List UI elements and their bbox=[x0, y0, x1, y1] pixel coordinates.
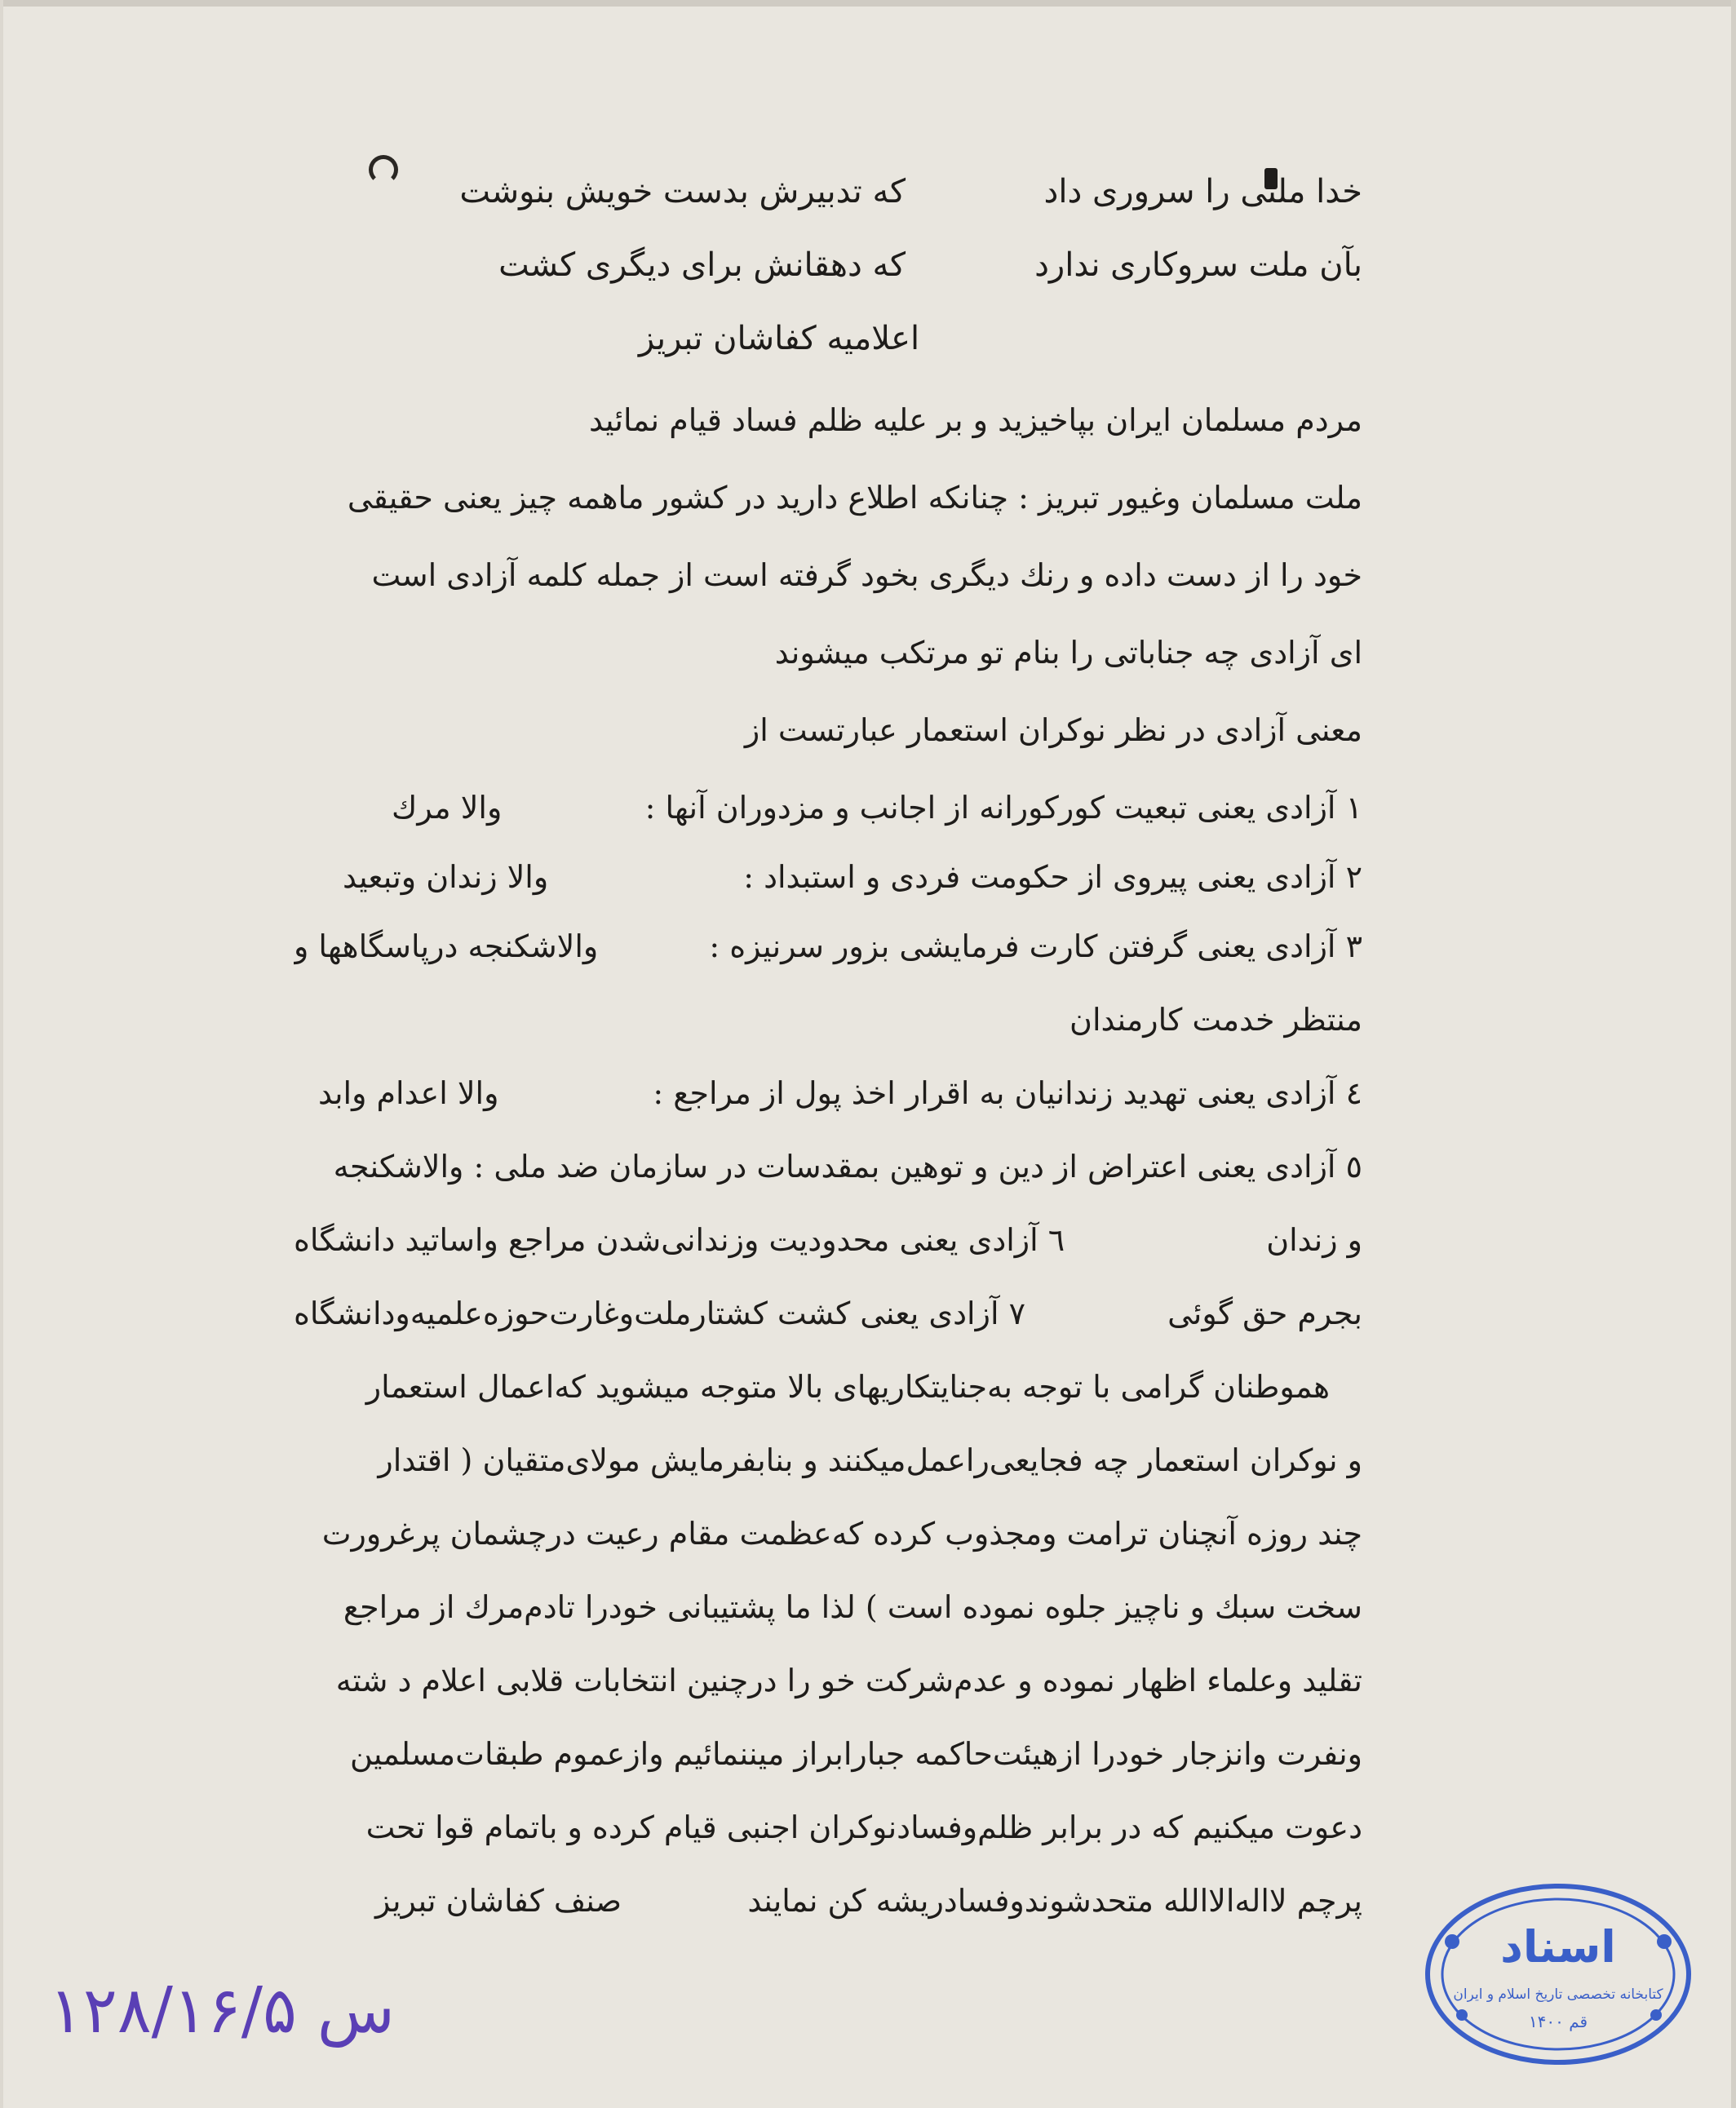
page-right-edge bbox=[1731, 0, 1736, 2108]
list-item-text: ۱ آزادی یعنی تبعیت کورکورانه از اجانب و مزدوران آنها : bbox=[644, 790, 1362, 826]
list-item bbox=[294, 1285, 1362, 1342]
list-item: ٥ آزادی یعنی اعتراض از دین و توهین بمقدسات در سازمان ضد ملی : والاشکنجه bbox=[333, 1149, 1362, 1185]
page-left-edge bbox=[0, 0, 3, 2108]
list-item-consequence: والا زندان وتبعید bbox=[343, 859, 549, 895]
body-line: ونفرت وانزجار خودرا ازهیئت‌حاکمه جبارابراز میننمائیم وازعموم طبقات‌مسلمین bbox=[349, 1736, 1362, 1772]
body-line: چند روزه آنچنان ترامت ومجذوب کرده که‌عظمت مقام رعیت درچشمان پرغرورت bbox=[321, 1516, 1362, 1552]
body-line bbox=[294, 1872, 1362, 1929]
list-item-text: ٦ آزادی یعنی محدودیت وزندانی‌شدن مراجع واساتید دانشگاه bbox=[294, 1222, 1065, 1258]
list-item-text: بجرم حق گوئی bbox=[1167, 1295, 1362, 1331]
body-line: سخت سبك و ناچیز جلوه نموده است ) لذا ما پشتیبانی خودرا تادم‌مرك از مراجع bbox=[343, 1589, 1362, 1625]
list-item bbox=[294, 779, 1362, 836]
poem-hemistich: خدا ملتی را سروری داد bbox=[1043, 173, 1362, 210]
body-line: ملت مسلمان وغیور تبریز : چنانکه اطلاع دارید در کشور ماهمه چیز یعنی حقیقی bbox=[347, 480, 1362, 516]
signature-guild: صنف کفاشان تبریز bbox=[375, 1883, 622, 1919]
body-line: و نوکران استعمار چه فجایعی‌راعمل‌میکنند و بنابفرمایش مولای‌متقیان ( اقتدار bbox=[378, 1442, 1362, 1478]
list-item-text: ۳ آزادی یعنی گرفتن کارت فرمایشی بزور سرنیزه : bbox=[709, 928, 1362, 964]
poem-verse-1 bbox=[294, 163, 1362, 220]
list-item bbox=[294, 1211, 1362, 1269]
list-item-text: ۲ آزادی یعنی پیروی از حکومت فردی و استبداد : bbox=[743, 859, 1362, 895]
page-top-edge bbox=[0, 0, 1736, 7]
list-item-consequence: والا اعدام وابد bbox=[318, 1075, 499, 1111]
list-item bbox=[294, 848, 1362, 906]
declaration-title: اعلامیه کفاشان تبریز bbox=[638, 320, 920, 357]
stamp-ring-text: کتابخانه تخصصی تاریخ اسلام و ایران bbox=[1453, 1986, 1663, 2003]
body-line: هموطنان گرامی با توجه به‌جنایتکاریهای بالا متوجه میشوید که‌اعمال استعمار bbox=[365, 1369, 1330, 1405]
body-line: منتظر خدمت کارمندان bbox=[1070, 1002, 1362, 1038]
poem-hemistich: که تدبیرش بدست خویش بنوشت bbox=[459, 173, 906, 210]
list-item-text: ٤ آزادی یعنی تهدید زندانیان به اقرار اخذ پول از مراجع : bbox=[653, 1075, 1362, 1111]
list-item-text: و زندان bbox=[1266, 1222, 1362, 1258]
closing-text: پرچم لااله‌الاالله متحدشوندوفسادریشه کن نمایند bbox=[747, 1883, 1362, 1919]
body-line: مردم مسلمان ایران بپاخیزید و بر علیه ظلم فساد قیام نمائید bbox=[589, 402, 1362, 438]
stamp-sub-text: قم ۱۴۰۰ bbox=[1528, 2012, 1588, 2031]
archive-stamp bbox=[1419, 1876, 1697, 2072]
body-line: ای آزادی چه جناباتی را بنام تو مرتکب میشوند bbox=[774, 635, 1362, 671]
list-item bbox=[294, 1065, 1362, 1122]
body-line: معنی آزادی در نظر نوکران استعمار عبارتست از bbox=[744, 712, 1362, 748]
body-line: خود را از دست داده و رنك دیگری بخود گرفته است از جمله کلمه آزادی است bbox=[371, 557, 1362, 593]
list-item-consequence: والاشکنجه درپاسگاهها و bbox=[294, 928, 599, 964]
poem-hemistich: بآن ملت سروکاری ندارد bbox=[1034, 246, 1362, 284]
archive-number: س ۱۲۸/۱۶/۵ bbox=[49, 1974, 395, 2048]
list-item-consequence: والا مرك bbox=[392, 790, 503, 826]
stamp-word: اسناد bbox=[1500, 1921, 1616, 1973]
list-item bbox=[294, 918, 1362, 975]
declaration-text bbox=[294, 147, 1362, 1925]
body-line: دعوت میکنیم که در برابر ظلم‌وفسادنوکران اجنبی قیام کرده و باتمام قوا تحت bbox=[365, 1809, 1362, 1845]
poem-hemistich: که دهقانش برای دیگری کشت bbox=[498, 246, 906, 284]
list-item-text: ۷ آزادی یعنی کشت کشتارملت‌وغارت‌حوزه‌علمیه‌ودانشگاه bbox=[294, 1295, 1026, 1331]
body-line: تقلید وعلماء اظهار نموده و عدم‌شرکت خو را درچنین انتخابات قلابی اعلام د شته bbox=[335, 1663, 1362, 1698]
poem-verse-2 bbox=[294, 237, 1362, 294]
